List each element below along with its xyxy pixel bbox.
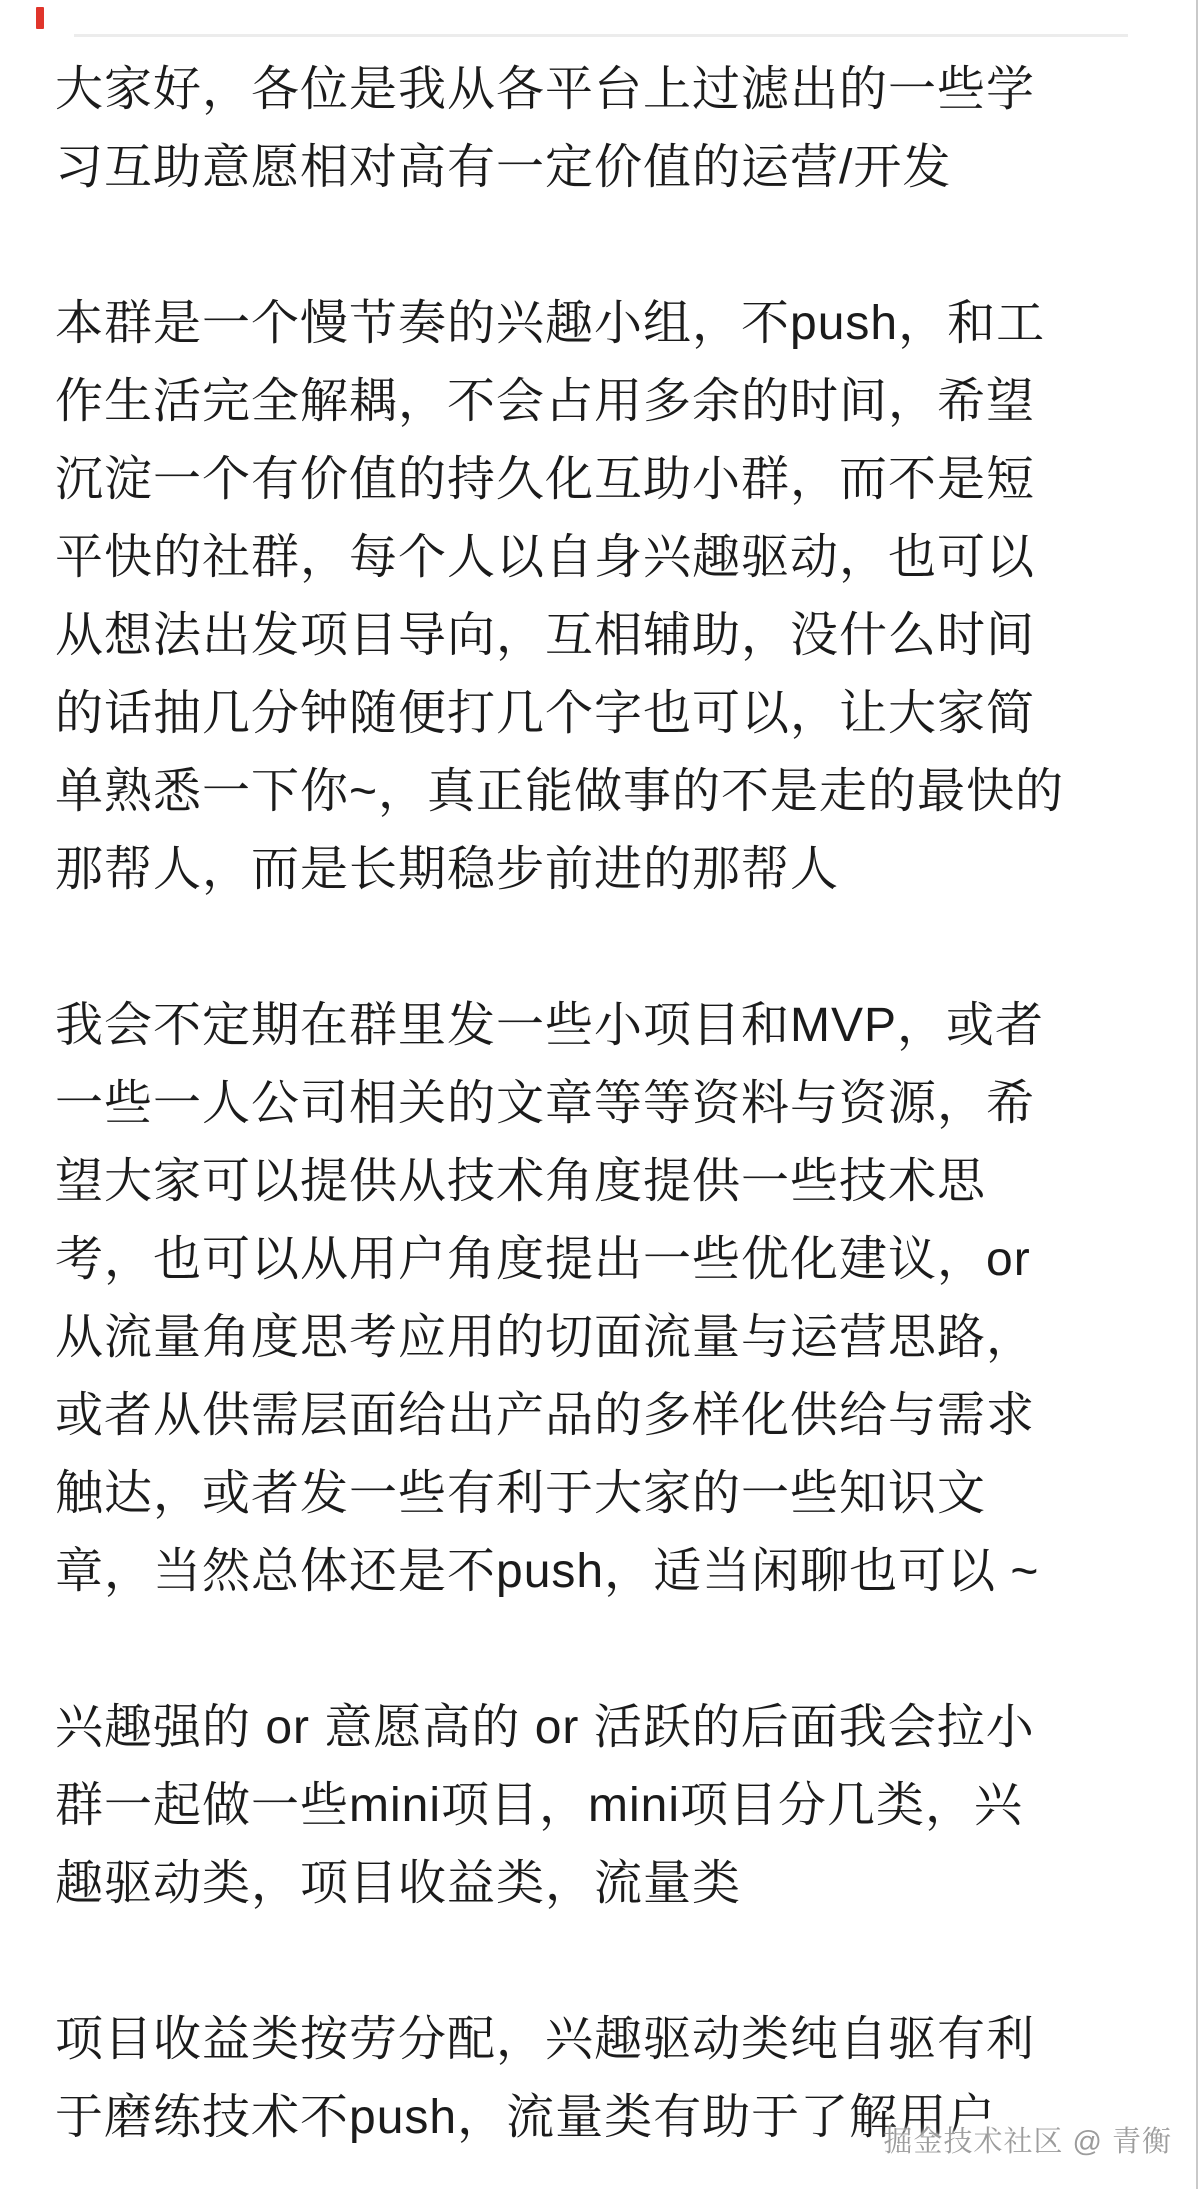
text-line: 大家好，各位是我从各平台上过滤出的一些学	[55, 63, 1036, 116]
paragraph	[55, 987, 1150, 1611]
text-line: 从流量角度思考应用的切面流量与运营思路，	[55, 1311, 1036, 1364]
text-line: 一些一人公司相关的文章等等资料与资源，希	[55, 1077, 1036, 1130]
text-line: 考，也可以从用户角度提出一些优化建议，or	[55, 1233, 1031, 1286]
text-line: 趣驱动类，项目收益类，流量类	[55, 1857, 742, 1910]
text-line: 单熟悉一下你~，真正能做事的不是走的最快的	[55, 765, 1065, 818]
text-line: 章，当然总体还是不push，适当闲聊也可以 ~	[55, 1545, 1040, 1598]
text-line: 的话抽几分钟随便打几个字也可以，让大家简	[55, 687, 1036, 740]
text-line: 那帮人，而是长期稳步前进的那帮人	[55, 843, 840, 896]
text-line: 于磨练技术不push，流量类有助于了解用户	[55, 2091, 997, 2144]
red-progress-marker	[36, 7, 44, 29]
text-line: 本群是一个慢节奏的兴趣小组，不push，和工	[55, 297, 1046, 350]
text-line: 作生活完全解耦，不会占用多余的时间，希望	[55, 375, 1036, 428]
text-line: 沉淀一个有价值的持久化互助小群，而不是短	[55, 453, 1036, 506]
text-line: 或者从供需层面给出产品的多样化供给与需求	[55, 1389, 1036, 1442]
text-line: 望大家可以提供从技术角度提供一些技术思	[55, 1155, 987, 1208]
text-line: 我会不定期在群里发一些小项目和MVP，或者	[55, 999, 1045, 1052]
top-divider	[74, 34, 1128, 37]
article-body	[55, 51, 1150, 2189]
paragraph	[55, 51, 1150, 207]
watermark: 掘金技术社区 @ 青衡	[883, 2126, 1172, 2158]
text-line: 项目收益类按劳分配，兴趣驱动类纯自驱有利	[55, 2013, 1036, 2066]
text-line: 兴趣强的 or 意愿高的 or 活跃的后面我会拉小	[55, 1701, 1035, 1754]
text-line: 从想法出发项目导向，互相辅助，没什么时间	[55, 609, 1036, 662]
paragraph	[55, 285, 1150, 909]
text-line: 习互助意愿相对高有一定价值的运营/开发	[55, 141, 952, 194]
right-edge-border	[1196, 0, 1198, 2189]
text-line: 群一起做一些mini项目，mini项目分几类，兴	[55, 1779, 1024, 1832]
text-line: 触达，或者发一些有利于大家的一些知识文	[55, 1467, 987, 1520]
paragraph	[55, 1689, 1150, 1923]
text-line: 平快的社群，每个人以自身兴趣驱动，也可以	[55, 531, 1036, 584]
